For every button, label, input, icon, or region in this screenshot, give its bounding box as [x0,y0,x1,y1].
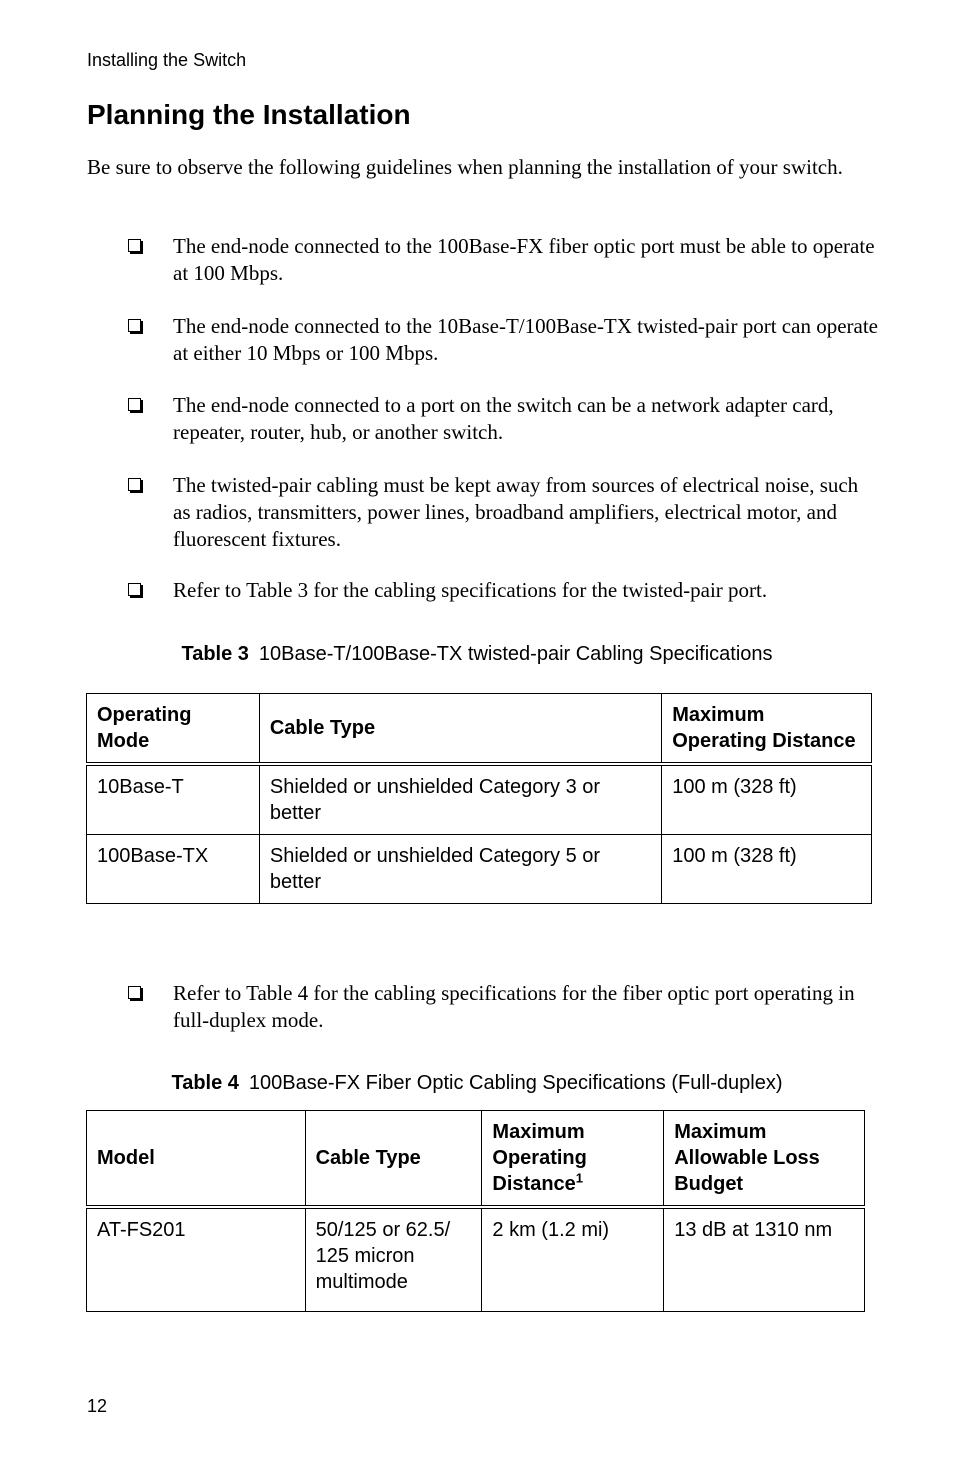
header-cell: Cable Type [305,1111,482,1208]
header-cell-text: Maximum Operating Distance [492,1121,587,1195]
table3-title: 10Base-T/100Base-TX twisted-pair Cabling Specifications [258,643,773,665]
bullet-text: Refer to Table 4 for the cabling specifications for the fiber optic port operating in full-duplex mode. [173,981,855,1032]
table-row [87,764,872,835]
table-cell: 100 m (328 ft) [662,764,872,835]
table-cell: 13 dB at 1310 nm [664,1207,865,1312]
bullet-item [128,233,878,287]
table-cell: 2 km (1.2 mi) [482,1207,664,1312]
table-cell: Shielded or unshielded Category 3 or better [259,764,661,835]
bullet-item [128,313,878,367]
table-cell: 50/125 or 62.5/ 125 micron multimode [305,1207,482,1312]
table4-title: 100Base-FX Fiber Optic Cabling Specifications (Full-duplex) [248,1072,783,1094]
checkbox-bullet-icon [128,986,141,999]
checkbox-bullet-icon [128,319,141,332]
table-row [87,835,872,904]
bullet-item [128,577,918,604]
table-cell: AT-FS201 [87,1207,306,1312]
header-cell: Cable Type [259,694,661,765]
bullet-item [128,392,878,446]
bullet-text: The twisted-pair cabling must be kept away from sources of electrical noise, such as radios, transmitters, power lines, broadband amplifiers, electrical motor, and fluorescent fixtures. [173,473,859,551]
table3-label: Table 3 [181,643,249,665]
bullet-text: The end-node connected to the 100Base-FX fiber optic port must be able to operate at 100 Mbps. [173,234,875,285]
footnote-marker: 1 [575,1170,584,1186]
running-head: Installing the Switch [87,50,247,70]
table3-caption [0,643,954,666]
intro-paragraph: Be sure to observe the following guidelines when planning the installation of your switch. [87,155,843,179]
bullet-item [128,472,878,553]
table-header-row [87,694,872,765]
page-number: 12 [87,1396,108,1416]
table4 [86,1110,865,1312]
header-cell: Model [87,1111,306,1208]
table-cell: 100 m (328 ft) [662,835,872,904]
checkbox-bullet-icon [128,239,141,252]
section-title: Planning the Installation [87,99,411,130]
bullet-text: Refer to Table 3 for the cabling specifications for the twisted-pair port. [173,578,768,602]
table-row [87,1207,865,1312]
header-cell: Maximum Operating Distance [662,694,872,765]
header-cell [482,1111,664,1208]
checkbox-bullet-icon [128,478,141,491]
table-header-row [87,1111,865,1208]
bullet-item [128,980,878,1034]
table-cell: 100Base-TX [87,835,260,904]
table4-caption [0,1072,954,1095]
header-cell: Operating Mode [87,694,260,765]
header-cell: Maximum Allowable Loss Budget [664,1111,865,1208]
bullet-text: The end-node connected to a port on the switch can be a network adapter card, repeater, router, hub, or another switch. [173,393,834,444]
bullet-text: The end-node connected to the 10Base-T/100Base-TX twisted-pair port can operate at either 10 Mbps or 100 Mbps. [173,314,878,365]
table-cell: 10Base-T [87,764,260,835]
checkbox-bullet-icon [128,398,141,411]
table4-label: Table 4 [171,1072,239,1094]
table-cell: Shielded or unshielded Category 5 or better [259,835,661,904]
table3 [86,693,872,904]
checkbox-bullet-icon [128,583,141,596]
